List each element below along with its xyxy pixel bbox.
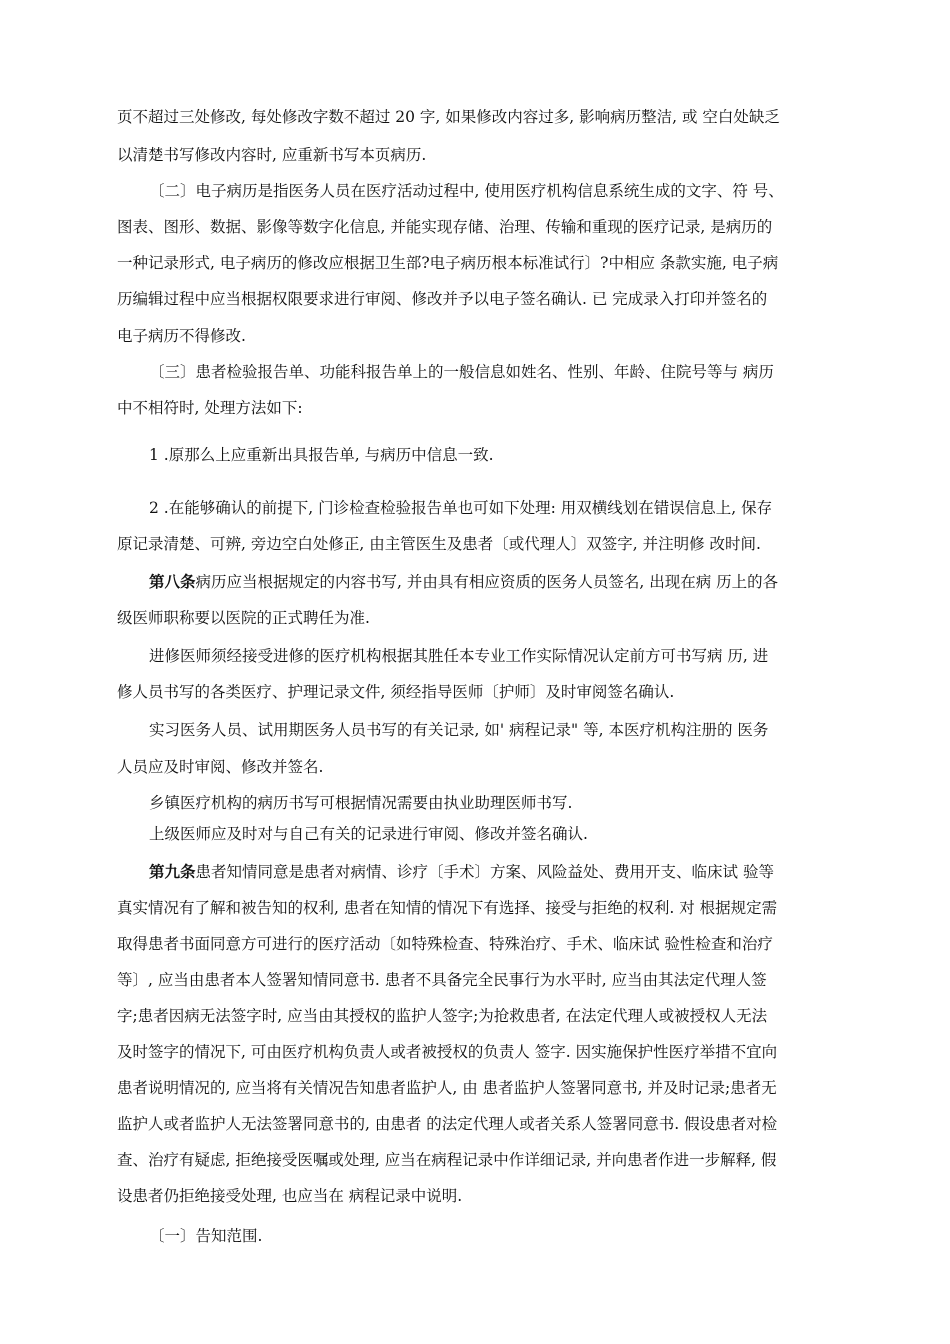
text-line: 一种记录形式, 电子病历的修改应根据卫生部?电子病历根本标准试行〕?中相应 条款实施, 电子病: [117, 254, 779, 272]
text-line: 进修医师须经接受进修的医疗机构根据其胜任本专业工作实际情况认定前方可书写病 历, 进: [149, 647, 769, 665]
list-item: 1 .原那么上应重新出具报告单, 与病历中信息一致.: [149, 446, 494, 464]
section-heading: 〔一〕告知范围.: [149, 1227, 263, 1245]
text-line: 乡镇医疗机构的病历书写可根据情况需要由执业助理医师书写.: [149, 794, 573, 812]
text-line: 历编辑过程中应当根据权限要求进行审阅、修改并予以电子签名确认. 已 完成录入打印并签名的: [117, 290, 768, 308]
text-line: 上级医师应及时对与自己有关的记录进行审阅、修改并签名确认.: [149, 825, 588, 843]
text-line: 人员应及时审阅、修改并签名.: [117, 758, 324, 776]
text-line: 以清楚书写修改内容时, 应重新书写本页病历.: [117, 146, 427, 164]
text-line: 原记录清楚、可辨, 旁边空白处修正, 由主管医生及患者〔或代理人〕双签字, 并注明修 改时间.: [117, 535, 761, 553]
text-line: 真实情况有了解和被告知的权利, 患者在知情的情况下有选择、接受与拒绝的权利. 对 根据规定需: [117, 899, 778, 917]
text-line: 电子病历不得修改.: [117, 327, 246, 345]
list-item: 2 .在能够确认的前提下, 门诊检查检验报告单也可如下处理: 用双横线划在错误信息上, 保存: [149, 499, 773, 517]
text-line: 患者说明情况的, 应当将有关情况告知患者监护人, 由 患者监护人签署同意书, 并及时记录;患者无: [117, 1079, 777, 1097]
text-line: 设患者仍拒绝接受处理, 也应当在 病程记录中说明.: [117, 1187, 463, 1205]
text-line: 图表、图形、数据、影像等数字化信息, 并能实现存储、治理、传输和重现的医疗记录, 是病历的: [117, 218, 773, 236]
text-line: 监护人或者监护人无法签署同意书的, 由患者 的法定代理人或者关系人签署同意书. 假设患者对检: [117, 1115, 778, 1133]
text-line: 级医师职称要以医院的正式聘任为准.: [117, 609, 370, 627]
text-line: 等〕, 应当由患者本人签署知情同意书. 患者不具备完全民事行为水平时, 应当由其法定代理人签: [117, 971, 767, 989]
text-line: 查、治疗有疑虑, 拒绝接受医嘱或处理, 应当在病程记录中作详细记录, 并向患者作进一步解释, 假: [117, 1151, 777, 1169]
text-line: 实习医务人员、试用期医务人员书写的有关记录, 如' 病程记录" 等, 本医疗机构注册的 医务: [149, 721, 769, 739]
article-line: 第八条病历应当根据规定的内容书写, 并由具有相应资质的医务人员签名, 出现在病 历上的各: [149, 572, 779, 591]
text-line: 取得患者书面同意方可进行的医疗活动〔如特殊检查、特殊治疗、手术、临床试 验性检查和治疗: [117, 935, 773, 953]
text-line: 修人员书写的各类医疗、护理记录文件, 须经指导医师〔护师〕及时审阅签名确认.: [117, 683, 675, 701]
text-line: 及时签字的情况下, 可由医疗机构负责人或者被授权的负责人 签字. 因实施保护性医疗举措不宜向: [117, 1043, 778, 1061]
text-line: 〔三〕患者检验报告单、功能科报告单上的一般信息如姓名、性别、年龄、住院号等与 病历: [149, 363, 774, 381]
text-line: 页不超过三处修改, 每处修改字数不超过 20 字, 如果修改内容过多, 影响病历整洁, 或 空白处缺乏: [117, 108, 780, 126]
text-line: 中不相符时, 处理方法如下:: [117, 399, 303, 417]
text-line: 字;患者因病无法签字时, 应当由其授权的监护人签字;为抢救患者, 在法定代理人或被授权人无法: [117, 1007, 768, 1025]
article-heading: 第九条: [149, 862, 196, 881]
article-heading: 第八条: [149, 572, 196, 591]
article-line: 第九条患者知情同意是患者对病情、诊疗〔手术〕方案、风险益处、费用开支、临床试 验等: [149, 862, 774, 881]
text-line: 〔二〕电子病历是指医务人员在医疗活动过程中, 使用医疗机构信息系统生成的文字、符 号、: [149, 182, 784, 200]
